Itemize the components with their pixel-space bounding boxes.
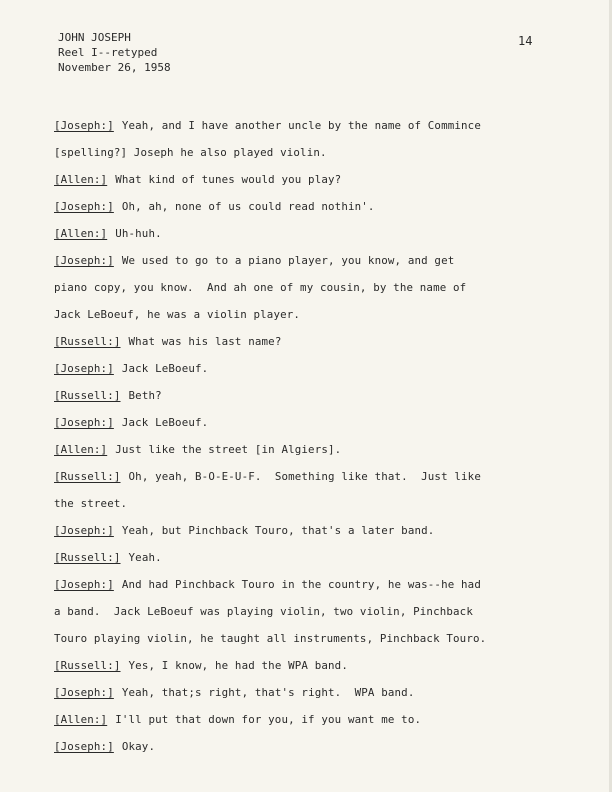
interview-date: November 26, 1958: [58, 61, 171, 74]
utterance-text: And had Pinchback Touro in the country, he was--he had: [121, 578, 481, 591]
transcript-line: [54, 220, 574, 247]
utterance-text: What kind of tunes would you play?: [115, 173, 342, 186]
utterance-text: Jack LeBoeuf, he was a violin player.: [54, 308, 301, 321]
speaker-label: [Joseph:]: [54, 200, 114, 213]
transcript-line: [54, 517, 574, 544]
utterance-text: Oh, ah, none of us could read nothin'.: [121, 200, 375, 213]
utterance-text: Yeah, that;s right, that's right. WPA band.: [121, 686, 415, 699]
utterance-text: I'll put that down for you, if you want me to.: [115, 713, 422, 726]
speaker-label: [Joseph:]: [54, 740, 114, 753]
utterance-text: Jack LeBoeuf.: [121, 362, 209, 375]
speaker-label: [Joseph:]: [54, 119, 114, 132]
speaker-label: [Russell:]: [54, 659, 121, 672]
utterance-text: We used to go to a piano player, you know, and get: [121, 254, 455, 267]
transcript-line: [54, 247, 574, 274]
speaker-label: [Allen:]: [54, 443, 108, 456]
utterance-text: Oh, yeah, B-O-E-U-F. Something like that. Just like: [128, 470, 481, 483]
utterance-text: [spelling?] Joseph he also played violin.: [54, 146, 327, 159]
speaker-label: [Russell:]: [54, 335, 121, 348]
reel-label: Reel I--retyped: [58, 46, 158, 59]
page-header: [58, 30, 171, 75]
transcript-line: [54, 706, 574, 733]
utterance-text: Jack LeBoeuf.: [121, 416, 209, 429]
transcript-line: [54, 490, 574, 517]
speaker-label: [Joseph:]: [54, 362, 114, 375]
transcript-line: [54, 301, 574, 328]
transcript-line: [54, 166, 574, 193]
transcript-line: [54, 679, 574, 706]
transcript-line: [54, 328, 574, 355]
speaker-label: [Russell:]: [54, 389, 121, 402]
transcript-line: [54, 382, 574, 409]
transcript-line: [54, 652, 574, 679]
utterance-text: a band. Jack LeBoeuf was playing violin, two violin, Pinchback: [54, 605, 473, 618]
transcript-body: [54, 112, 574, 760]
transcript-line: [54, 409, 574, 436]
speaker-label: [Allen:]: [54, 713, 108, 726]
utterance-text: Touro playing violin, he taught all instruments, Pinchback Touro.: [54, 632, 487, 645]
speaker-label: [Russell:]: [54, 470, 121, 483]
transcript-line: [54, 436, 574, 463]
speaker-label: [Allen:]: [54, 227, 108, 240]
speaker-label: [Joseph:]: [54, 254, 114, 267]
transcript-line: [54, 112, 574, 139]
transcript-line: [54, 193, 574, 220]
speaker-label: [Joseph:]: [54, 578, 114, 591]
transcript-line: [54, 598, 574, 625]
utterance-text: Just like the street [in Algiers].: [115, 443, 342, 456]
utterance-text: Beth?: [128, 389, 162, 402]
interviewee-name: JOHN JOSEPH: [58, 31, 131, 44]
utterance-text: Uh-huh.: [115, 227, 162, 240]
speaker-label: [Russell:]: [54, 551, 121, 564]
page-number: 14: [518, 34, 533, 48]
speaker-label: [Joseph:]: [54, 416, 114, 429]
transcript-line: [54, 274, 574, 301]
speaker-label: [Allen:]: [54, 173, 108, 186]
speaker-label: [Joseph:]: [54, 524, 114, 537]
utterance-text: Yes, I know, he had the WPA band.: [128, 659, 348, 672]
transcript-line: [54, 571, 574, 598]
utterance-text: piano copy, you know. And ah one of my cousin, by the name of: [54, 281, 467, 294]
utterance-text: Yeah.: [128, 551, 162, 564]
transcript-line: [54, 733, 574, 760]
transcript-line: [54, 544, 574, 571]
transcript-line: [54, 463, 574, 490]
transcript-line: [54, 139, 574, 166]
utterance-text: Yeah, but Pinchback Touro, that's a later band.: [121, 524, 435, 537]
utterance-text: Yeah, and I have another uncle by the name of Commince: [121, 119, 481, 132]
transcript-line: [54, 355, 574, 382]
utterance-text: Okay.: [121, 740, 156, 753]
speaker-label: [Joseph:]: [54, 686, 114, 699]
utterance-text: What was his last name?: [128, 335, 282, 348]
utterance-text: the street.: [54, 497, 128, 510]
transcript-line: [54, 625, 574, 652]
